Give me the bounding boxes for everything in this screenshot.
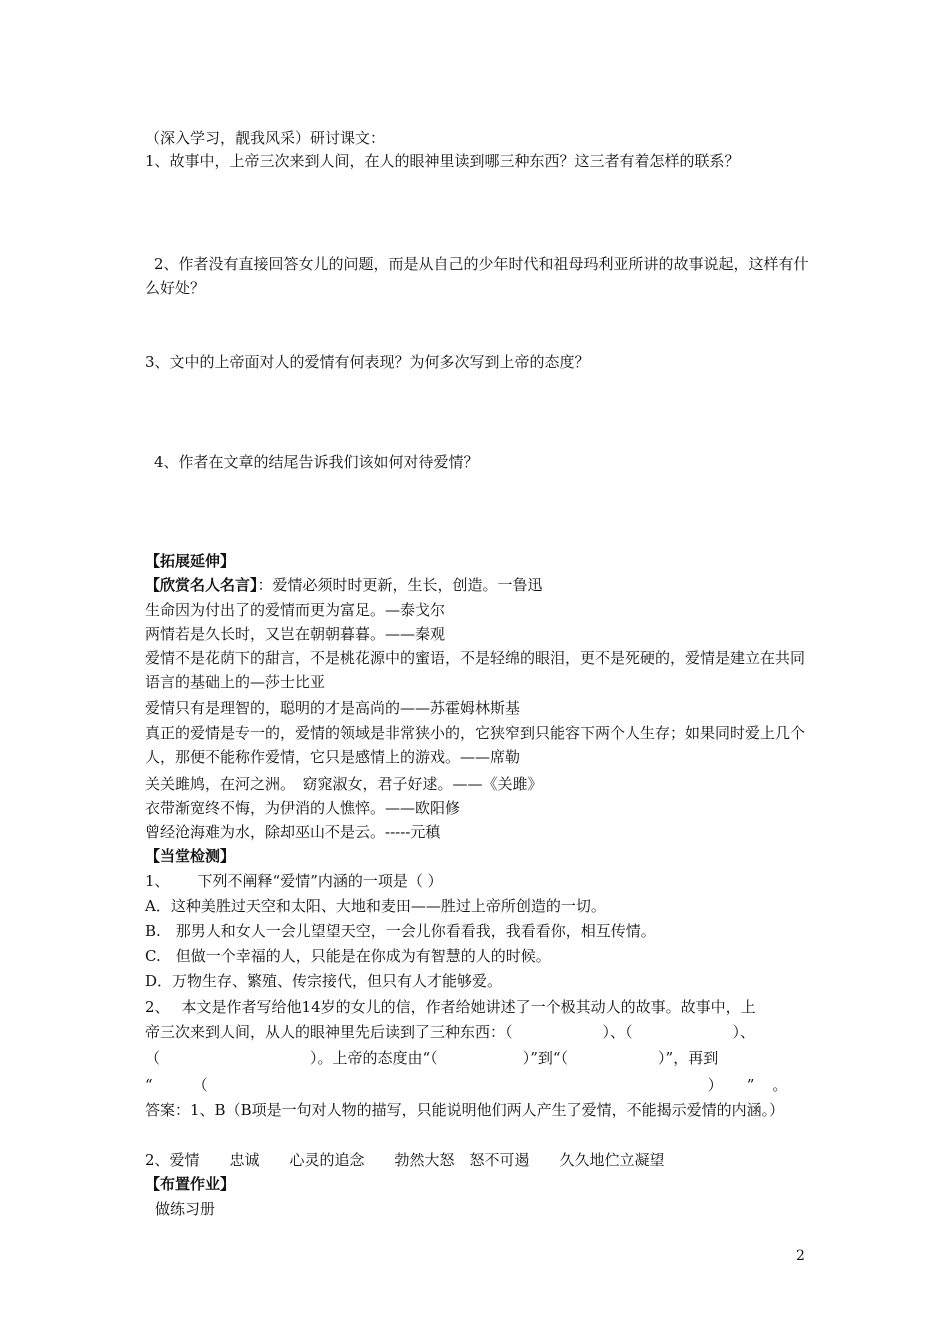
test-heading: 【当堂检测】 [145,847,236,865]
option-a: A．这种美胜过天空和太阳、大地和麦田——胜过上帝所创造的一切。 [145,897,606,915]
quote-item: 关关雎鸠，在河之洲。 窈窕淑女，君子好逑。——《关雎》 [145,775,543,793]
quote-item: 曾经沧海难为水，除却巫山不是云。-----元稹 [145,823,441,841]
quote-line-first [145,574,810,596]
question-text: 下列不阐释“爱情”内涵的一项是（ ） [197,872,443,890]
homework-text: 做练习册 [155,1200,216,1218]
test-question-2-line-2: 帝三次来到人间，从人的眼神里先后读到了三种东西：（ ）、（ ）、 [145,1023,756,1041]
option-b: B. 那男人和女人一会儿望望天空，一会儿你看看我，我看看你，相互传情。 [145,922,656,940]
question-number: 1、 [145,872,170,890]
page-number: 2 [796,1248,805,1264]
study-question-2: 2、作者没有直接回答女儿的问题，而是从自己的少年时代和祖母玛利亚所讲的故事说起，这样有什么好处？ [145,255,809,297]
quote-item: 衣带渐宽终不悔，为伊消的人憔悴。——欧阳修 [145,799,461,817]
test-question-2-line-1: 2、 本文是作者写给他14岁的女儿的信，作者给她讲述了一个极其动人的故事。故事中，上 [145,998,756,1016]
quotes-label: 【欣赏名人名言】 [145,576,258,594]
answer-2: 2、爱情 忠诚 心灵的追念 勃然大怒 怒不可遏 久久地伫立凝望 [145,1151,665,1169]
study-question-1: 1、故事中，上帝三次来到人间，在人的眼神里读到哪三种东西？这三者有着怎样的联系？ [145,152,740,170]
quote-item: 爱情只有是理智的，聪明的才是高尚的——苏霍姆林斯基 [145,699,521,717]
study-question-3: 3、文中的上帝面对人的爱情有何表现？为何多次写到上帝的态度？ [145,353,590,371]
test-question-1 [145,870,810,892]
question-number: 2、 [145,998,170,1016]
quote-item: 爱情不是花荫下的甜言，不是桃花源中的蜜语，不是轻绵的眼泪，更不是死硬的，爱情是建立在共同语言的基础上的—莎士比亚 [145,649,806,691]
quote-item: 生命因为付出了的爱情而更为富足。—泰戈尔 [145,601,446,619]
option-d: D．万物生存、繁殖、传宗接代，但只有人才能够爱。 [145,972,503,990]
test-question-2-line-4: “ （ ） ” 。 [145,1076,788,1094]
extension-heading: 【拓展延伸】 [145,552,236,570]
homework-heading: 【布置作业】 [145,1175,236,1193]
answer-1: 答案：1、B（B项是一句对人物的描写，只能说明他们两人产生了爱情，不能揭示爱情的内涵。） [145,1101,785,1119]
quote-item: 两情若是久长时，又岂在朝朝暮暮。——秦观 [145,625,446,643]
quote-luxun: ：爱情必须时时更新，生长，创造。一鲁迅 [257,576,543,594]
study-question-4: 4、作者在文章的结尾告诉我们该如何对待爱情？ [154,453,479,471]
test-question-2-line-3: （ ）。上帝的态度由“（ ）”到“（ ）”，再到 [145,1049,719,1067]
study-heading: （深入学习，靓我风采）研讨课文： [145,129,386,147]
quote-item: 真正的爱情是专一的，爱情的领域是非常狭小的，它狭窄到只能容下两个人生存；如果同时爱上几个人，那便不能称作爱情，它只是感情上的游戏。——席勒 [145,724,806,766]
option-c: C. 但做一个幸福的人，只能是在你成为有智慧的人的时候。 [145,947,551,965]
